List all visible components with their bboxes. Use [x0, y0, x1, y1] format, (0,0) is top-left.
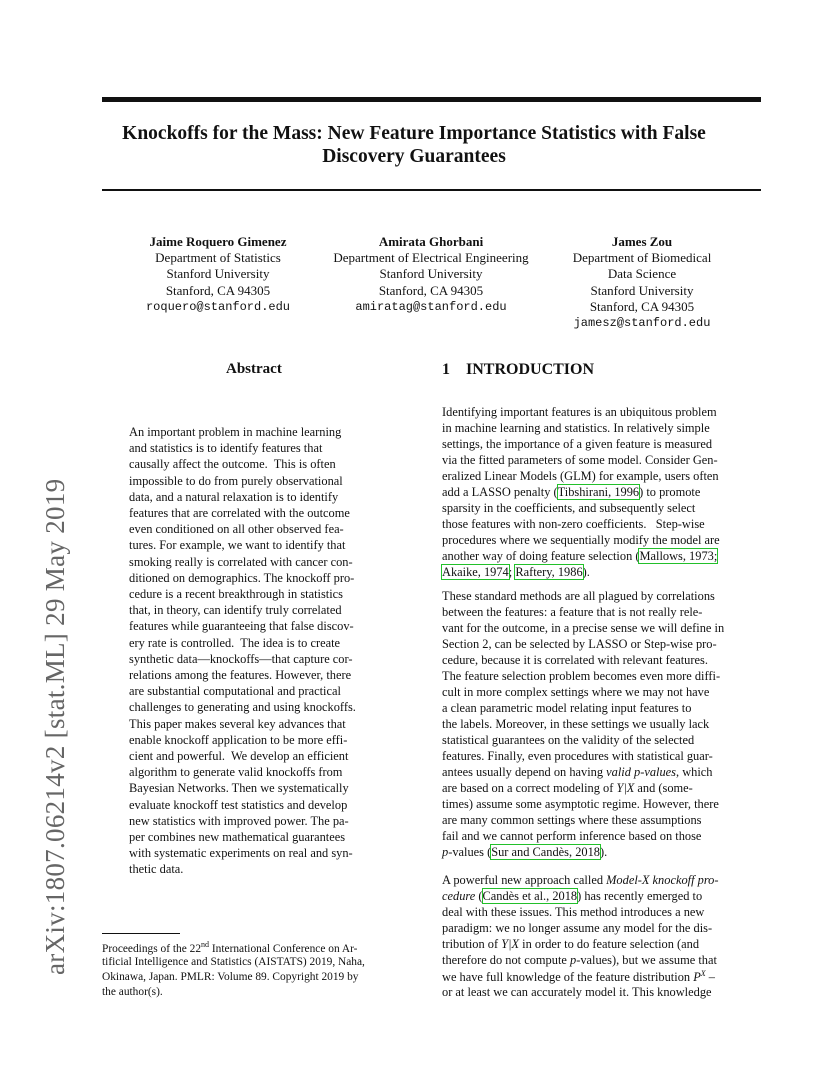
title-bottom-rule — [102, 189, 761, 191]
math-span: Y|X — [501, 937, 520, 951]
title-line-1: Knockoffs for the Mass: New Feature Importance Statistics with False — [122, 123, 706, 144]
citation-link[interactable]: Tibshirani, 1996 — [557, 485, 640, 499]
text-line: are many common settings where these assumptions — [442, 813, 702, 827]
text-line: those features with non-zero coefficients. Step-wise — [442, 517, 705, 531]
footnote-line-1 — [102, 940, 357, 955]
abstract-line: tures. For example, we want to identify that — [129, 538, 346, 553]
italic-span: Model-X knockoff pro- — [606, 873, 719, 887]
author-name: James Zou — [611, 234, 673, 249]
abstract-line: evaluate knockoff test statistics and develop — [129, 797, 348, 812]
text-span: ; — [508, 565, 516, 579]
text-line — [442, 889, 702, 904]
text-span: therefore do not compute — [442, 953, 570, 967]
footnote-text: International Conference on Ar- — [209, 942, 358, 955]
author-email[interactable]: amiratag@stanford.edu — [355, 299, 507, 314]
abstract-line: challenges to generating and using knockoffs. — [129, 700, 356, 715]
author-block-3 — [552, 234, 732, 331]
author-email[interactable]: roquero@stanford.edu — [145, 299, 291, 314]
abstract-line: are substantial computational and practical — [129, 684, 341, 699]
math-span: Y|X — [616, 781, 635, 795]
abstract-line: ery rate is controlled. The idea is to create — [129, 635, 341, 650]
abstract-line: relations among the features. However, there — [129, 668, 352, 682]
text-span: are based on a correct modeling of — [442, 781, 617, 795]
author-email[interactable]: jamesz@stanford.edu — [573, 316, 711, 331]
arxiv-side-label: arXiv:1807.06214v2 [stat.ML] 29 May 2019 — [40, 478, 70, 975]
author-dept: Department of Biomedical — [572, 250, 712, 266]
text-line — [442, 549, 717, 564]
text-line: sparsity in the coefficients, and subsequently select — [442, 501, 696, 515]
author-city: Stanford, CA 94305 — [165, 282, 271, 298]
text-line: vant for the outcome, in a precise sense we will define in — [442, 621, 725, 635]
text-line — [442, 781, 693, 796]
text-line: a clean parametric model relating input features to — [442, 701, 692, 715]
text-line: in machine learning and statistics. In relatively simple — [442, 421, 710, 435]
text-span: another way of doing feature selection ( — [442, 549, 640, 563]
italic-span: cedure — [442, 889, 476, 903]
abstract-line: and statistics is to identify features that — [129, 441, 323, 456]
text-span: and (some- — [634, 781, 693, 795]
author-univ: Stanford University — [379, 266, 483, 282]
citation-link[interactable]: Akaike, 1974 — [442, 565, 509, 579]
footnote-text: Proceedings of the 22 — [102, 942, 202, 955]
abstract-line: smoking really is correlated with cancer con- — [129, 554, 353, 569]
citation-link[interactable]: Sur and Candès, 2018 — [491, 845, 600, 859]
author-dept: Department of Statistics — [155, 250, 281, 266]
citation-link[interactable]: Candès et al., 2018 — [482, 889, 578, 903]
text-span: tribution of — [442, 937, 502, 951]
text-line: statistical guarantees on the validity of the selected — [442, 733, 695, 747]
author-block-1 — [112, 234, 324, 315]
text-line: procedures where we sequentially modify the model are — [442, 533, 720, 547]
text-span: ). — [582, 565, 590, 579]
citation-link[interactable]: Raftery, 1986 — [515, 565, 583, 579]
abstract-line: features that are correlated with the outcome — [129, 506, 350, 520]
math-span: p — [442, 845, 449, 859]
abstract-line: This paper makes several key advances that — [129, 716, 346, 731]
text-span: ). — [599, 845, 608, 859]
text-line: or at least we can accurately model it. This knowledge — [442, 985, 712, 999]
abstract-line: that, in theory, can identify truly correlated — [129, 603, 342, 618]
math-span: p — [570, 953, 577, 967]
text-span: -values ( — [448, 845, 492, 859]
text-line: fail and we cannot perform inference based on those — [442, 829, 702, 843]
text-line: Identifying important features is an ubiquitous problem — [442, 405, 717, 419]
text-line — [442, 969, 715, 985]
abstract-line: synthetic data—knockoffs—that capture cor- — [129, 651, 353, 666]
paper-title — [60, 122, 768, 168]
text-span: , which — [676, 765, 713, 779]
text-line: These standard methods are all plagued by correlations — [442, 589, 715, 603]
text-span: we have full knowledge of the feature distribution — [442, 970, 694, 985]
abstract-line: Bayesian Networks. Then we systematically — [129, 781, 349, 796]
text-line: settings, the importance of a given feature is measured — [442, 437, 713, 451]
text-line — [442, 953, 717, 968]
text-span: in order to do feature selection (and — [519, 937, 700, 951]
text-line: deal with these issues. This method introduces a new — [442, 905, 705, 919]
footnote-rule — [102, 933, 180, 934]
abstract-line: cient and powerful. We develop an efficient — [129, 749, 349, 763]
author-dept-2: Data Science — [607, 266, 677, 282]
italic-span: valid p-values — [606, 765, 676, 779]
text-line: Section 2, can be selected by LASSO or Step-wise pro- — [442, 637, 717, 651]
top-rule — [102, 97, 761, 102]
abstract-line: cedure is a recent breakthrough in statistics — [129, 587, 344, 601]
footnote-line-4: the author(s). — [102, 986, 163, 998]
text-line: The feature selection problem becomes even more diffi- — [442, 669, 721, 683]
text-span: add a LASSO penalty ( — [442, 485, 558, 499]
text-line: cult in more complex settings where we may not have — [442, 685, 710, 699]
abstract-line: impossible to do from purely observational — [129, 473, 343, 488]
footnote-line-3: Okinawa, Japan. PMLR: Volume 89. Copyright 2019 by — [102, 971, 359, 983]
text-line: between the features: a feature that is not really rele- — [442, 605, 703, 619]
text-line: cedure, because it is correlated with relevant features. — [442, 653, 708, 667]
math-span: P — [693, 970, 701, 985]
text-line — [442, 565, 590, 580]
text-span: ) has recently emerged to — [577, 889, 703, 903]
author-name: Jaime Roquero Gimenez — [149, 234, 287, 249]
footnote-superscript: nd — [201, 940, 210, 949]
text-line — [442, 937, 699, 952]
text-line: times) assume some asymptotic regime. However, there — [442, 797, 719, 811]
math-superscript: X — [700, 969, 706, 978]
abstract-line: new statistics with improved power. The pa- — [129, 813, 349, 828]
footnote-line-2: tificial Intelligence and Statistics (AISTATS) 2019, Naha, — [102, 956, 365, 968]
text-span: antees usually depend on having — [442, 765, 607, 779]
abstract-line: An important problem in machine learning — [129, 425, 342, 439]
text-line: paradigm: we no longer assume any model for the dis- — [442, 921, 713, 935]
abstract-line: even conditioned on all other observed fea- — [129, 522, 344, 537]
text-line: via the fitted parameters of some model. Consider Gen- — [442, 453, 718, 467]
abstract-line: enable knockoff application to be more effi- — [129, 732, 348, 747]
section-heading-introduction: 1 INTRODUCTION — [442, 361, 595, 378]
text-line — [442, 845, 607, 860]
text-span: -values), but we assume that — [576, 953, 717, 967]
abstract-heading: Abstract — [226, 361, 282, 377]
abstract-line: features while guaranteeing that false discov- — [129, 619, 354, 634]
text-line: eralized Linear Models (GLM) for example, users often — [442, 469, 719, 483]
text-line: features. Finally, even procedures with statistical guar- — [442, 749, 713, 763]
abstract-line: ditioned on demographics. The knockoff pro- — [129, 570, 355, 585]
author-univ: Stanford University — [166, 266, 270, 282]
text-line — [442, 485, 700, 500]
citation-link[interactable]: Mallows, 1973; — [639, 549, 718, 563]
abstract-line: thetic data. — [129, 862, 184, 877]
title-line-2: Discovery Guarantees — [322, 146, 506, 167]
text-span: A powerful new approach called — [442, 873, 607, 887]
abstract-line: data, and a natural relaxation is to identify — [129, 489, 339, 504]
text-line — [442, 765, 712, 780]
author-city: Stanford, CA 94305 — [378, 282, 484, 298]
author-name: Amirata Ghorbani — [378, 234, 484, 249]
abstract-line: with systematic experiments on real and syn- — [129, 846, 353, 861]
author-univ: Stanford University — [590, 282, 694, 298]
text-span: – — [705, 970, 715, 985]
text-span: ) to promote — [639, 485, 701, 499]
author-block-2 — [311, 234, 551, 315]
abstract-line: causally affect the outcome. This is often — [129, 457, 336, 472]
author-city: Stanford, CA 94305 — [589, 298, 695, 314]
text-line — [442, 873, 719, 888]
abstract-line: per combines new mathematical guarantees — [129, 830, 346, 844]
abstract-line: algorithm to generate valid knockoffs from — [129, 765, 343, 780]
text-span: ( — [475, 889, 483, 903]
text-line: the labels. Moreover, in these settings we usually lack — [442, 717, 710, 731]
author-dept: Department of Electrical Engineering — [333, 250, 529, 266]
